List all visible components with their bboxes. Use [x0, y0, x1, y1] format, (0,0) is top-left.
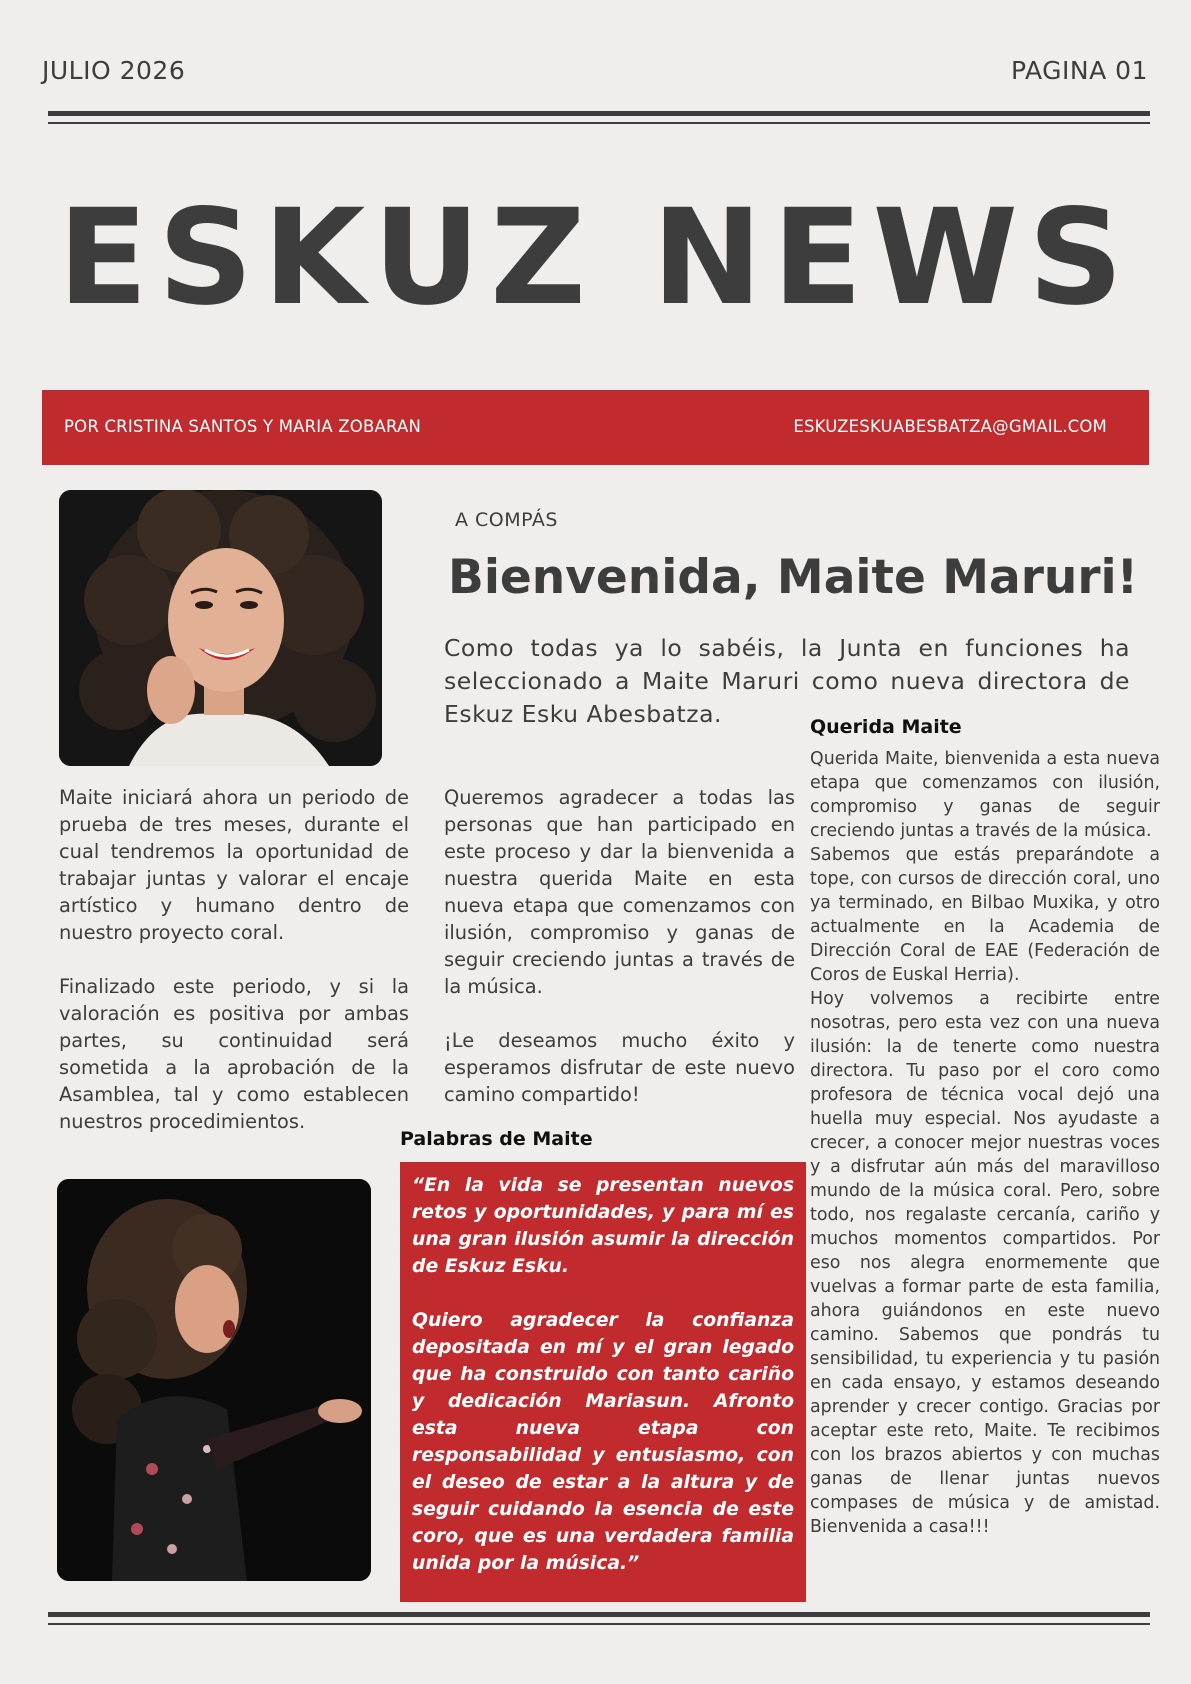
- portrait-photo: [59, 490, 382, 766]
- masthead-title: ESKUZ NEWS: [57, 181, 1134, 335]
- quote-paragraph: “En la vida se presentan nuevos retos y oportunidades, y para mí es una gran ilusión asumir la dirección de Eskuz Esku.: [412, 1175, 794, 1277]
- byline-banner: [42, 390, 1149, 465]
- issue-date: JULIO 2026: [42, 56, 186, 85]
- top-rule-thick: [48, 111, 1150, 116]
- middle-column: [444, 784, 795, 1135]
- left-paragraph: Finalizado este periodo, y si la valoración es positiva por ambas partes, su continuidad será sometida a la aprobación de la Asamblea, tal y como establecen nuestros procedimientos.: [59, 975, 409, 1133]
- contact-email[interactable]: ESKUZESKUABESBATZA@GMAIL.COM: [793, 417, 1107, 436]
- middle-paragraph: Queremos agradecer a todas las personas que han participado en este proceso y dar la bienvenida a nuestra querida Maite en esta nueva etapa que comenzamos con ilusión, compromiso y ganas de seguir creciendo juntas a través de la música.: [444, 786, 795, 998]
- byline-authors: POR CRISTINA SANTOS Y MARIA ZOBARAN: [64, 417, 422, 436]
- quote-text: [412, 1172, 794, 1604]
- left-column: [59, 784, 409, 1162]
- letter-paragraph: Hoy volvemos a recibirte entre nosotras, pero esta vez con una nueva ilusión: la de tenerte como nuestra directora. Tu paso por el coro como profesora de técnica vocal dejó una huella muy especial. Nos ayudaste a crecer, a conocer mejor nuestras voces y a disfrutar aún más del maravilloso mundo de la música coral. Pero, sobre todo, nos regalaste cercanía, cariño y muchos momentos compartidos. Por eso nos alegra enormemente que vuelvas a formar parte de esta familia, ahora guiándonos en este nuevo camino. Sabemos que pondrás tu sensibilidad, tu experiencia y tu pasión en cada ensayo, y estamos deseando aprender y crecer contigo. Gracias por aceptar este reto, Maite. Te recibimos con los brazos abiertos y con muchas ganas de llenar juntas nuevos compases de música y de amistad. Bienvenida a casa!!!: [810, 989, 1160, 1537]
- bottom-rule-thick: [48, 1612, 1150, 1617]
- quote-box: [400, 1162, 806, 1602]
- bottom-rule-thin: [48, 1623, 1150, 1625]
- conductor-photo: [57, 1179, 371, 1581]
- left-paragraph: Maite iniciará ahora un periodo de prueba de tres meses, durante el cual tendremos la oportunidad de trabajar juntas y valorar el encaje artístico y humano dentro de nuestro proyecto coral.: [59, 786, 409, 944]
- page-number: PAGINA 01: [1011, 56, 1148, 85]
- top-rule-thin: [48, 122, 1150, 124]
- letter-paragraph: Sabemos que estás preparándote a tope, con cursos de dirección coral, uno ya terminado, en Bilbao Muxika, y otro actualmente en la Academia de Dirección Coral de EAE (Federación de Coros de Euskal Herria).: [810, 845, 1160, 985]
- letter-title: Querida Maite: [810, 716, 962, 738]
- letter-column: [810, 747, 1160, 1539]
- letter-paragraph: Querida Maite, bienvenida a esta nueva etapa que comenzamos con ilusión, compromiso y ganas de seguir creciendo juntas a través de la música.: [810, 749, 1160, 841]
- quote-paragraph: Quiero agradecer la confianza depositada en mí y el gran legado que ha construido con tanto cariño y dedicación Mariasun. Afronto esta nueva etapa con responsabilidad y entusiasmo, con el deseo de estar a la altura y de seguir cuidando la esencia de este coro, que es una verdadera familia unida por la música.”: [412, 1310, 794, 1574]
- article-lede: Como todas ya lo sabéis, la Junta en funciones ha seleccionado a Maite Maruri como nueva directora de Eskuz Esku Abesbatza.: [444, 634, 1130, 728]
- middle-paragraph: ¡Le deseamos mucho éxito y esperamos disfrutar de este nuevo camino compartido!: [444, 1029, 795, 1106]
- article-kicker: A COMPÁS: [455, 509, 558, 531]
- quote-title: Palabras de Maite: [400, 1128, 593, 1150]
- article-headline: Bienvenida, Maite Maruri!: [448, 550, 1139, 605]
